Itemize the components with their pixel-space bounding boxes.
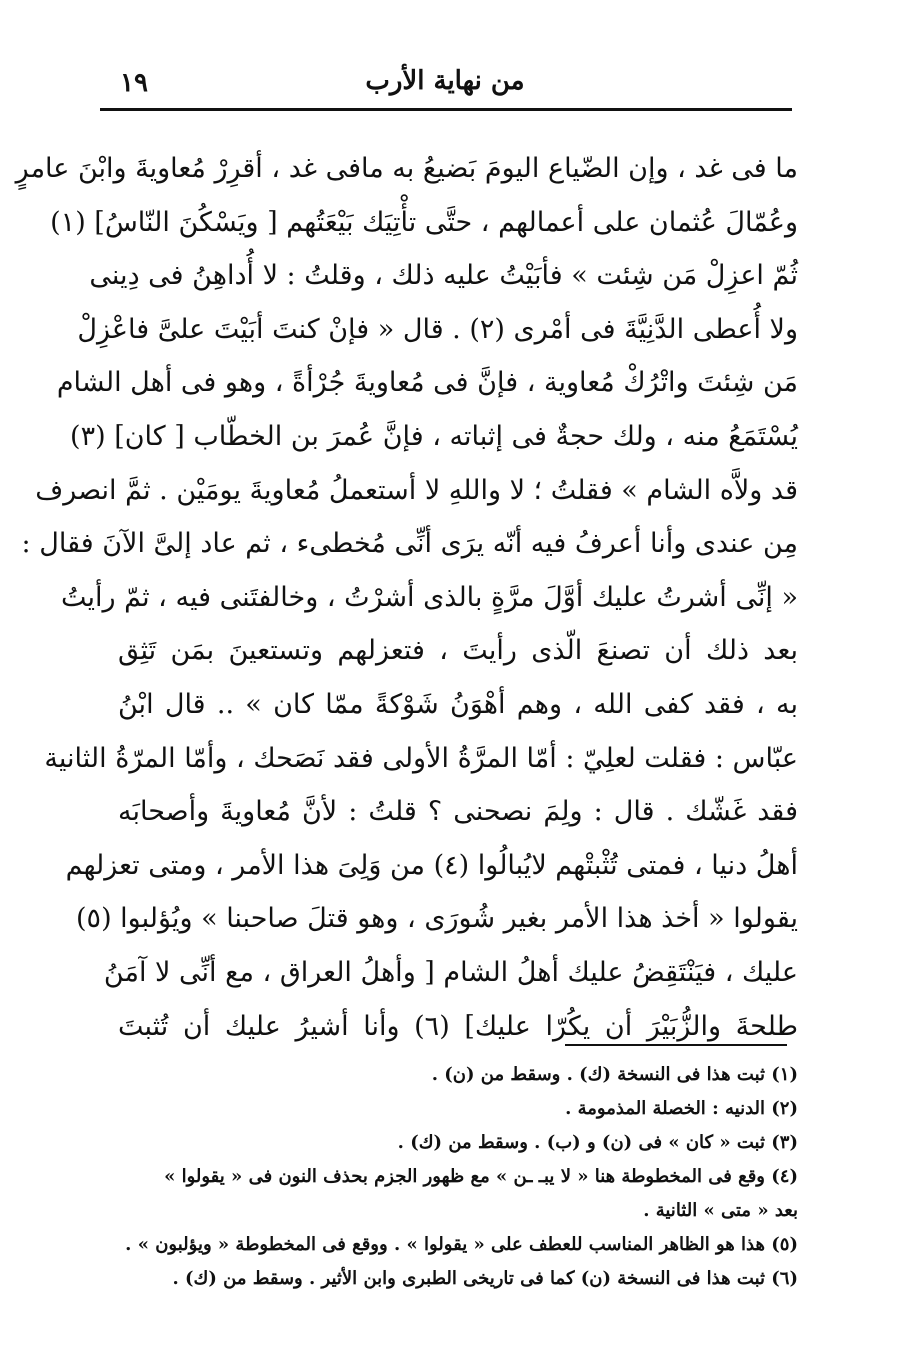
footnote-5: (٥) هذا هو الظاهر المناسب للعطف على « يقولوا » . ووقع فى المخطوطة « ويؤلبون » . [125,1234,798,1255]
footnote-4: (٤) وقع فى المخطوطة هنا « لا يبـ ـن » مع ظهور الجزم بحذف النون فى « يقولوا » [164,1166,798,1187]
body-line: وعُمّالَ عُثمان على أعمالهم ، حتَّى تأْتِيَك بَيْعَتُهم [ ويَسْكُنَ النّاسُ] (١) [50,206,798,238]
body-line: عليك ، فيَنْتَقِضُ عليك أهلُ الشام [ وأهلُ العراق ، مع أنِّى لا آمَنُ [103,956,798,988]
body-line: مِن عندى وأنا أعرفُ فيه أنّه يرَى أنِّى مُخطىء ، ثم عاد إلىَّ الآنَ فقال : [21,528,798,560]
body-line: عبّاس : فقلت لعلِيّ : أمّا المرَّةُ الأولى فقد نَصَحك ، وأمّا المرّةُ الثانية [44,742,798,774]
body-line: « إنِّى أشرتُ عليك أوَّلَ مرَّةٍ بالذى أشرْتُ ، وخالفتَنى فيه ، ثمّ رأيتُ [60,581,798,613]
footnote-6: (٦) ثبت هذا فى النسخة (ن) كما فى تاريخى الطبرى وابن الأثير . وسقط من (ك) . [172,1268,798,1289]
body-line: بعد ذلك أن تصنعَ الّذى رأيتَ ، فتعزلهم وتستعينَ بمَن تَثِق [118,635,798,667]
footnote-4-continuation: بعد « متى » الثانية . [643,1200,798,1221]
body-line: ثُمّ اعزِلْ مَن شِئت » فأبَيْتُ عليه ذلك ، وقلتُ : لا أُداهِنُ فى دِينى [89,260,798,292]
footnote-1: (١) ثبت هذا فى النسخة (ك) . وسقط من (ن) . [431,1064,798,1085]
page-header [100,62,790,102]
footnotes [118,1058,798,1296]
footnote-rule [565,1044,787,1046]
header-rule [100,108,792,111]
body-line: فقد غَشّك . قال : ولِمَ نصحنى ؟ قلتُ : لأنَّ مُعاويةَ وأصحابَه [118,796,798,828]
footnote-3: (٣) ثبت « كان » فى (ن) و (ب) . وسقط من (ك) . [397,1132,798,1153]
footnote-2: (٢) الدنيه : الخصلة المذمومة . [565,1098,798,1119]
body-line: قد ولاَّه الشام » فقلتُ ؛ لا واللهِ لا أستعملُ مُعاويةَ يومَيْن . ثمَّ انصرف [35,474,798,506]
body-line: أهلُ دنيا ، فمتى تُثْبتْهم لايُبالُوا (٤) من وَلِىَ هذا الأمر ، ومتى تعزلهم [65,849,798,881]
body-line: يقولوا « أخذ هذا الأمر بغير شُورَى ، وهو قتلَ صاحبنا » ويُؤلبوا (٥) [76,903,798,935]
body-line: ولا أُعطى الدَّنِيَّةَ فى أمْرى (٢) . قال « فإنْ كنتَ أبَيْتَ علىَّ فاعْزِلْ [77,313,798,345]
page-number: ١٩ [120,68,148,98]
body-line: طلحةَ والزُّبَيْرَ أن يكُرّا عليك] (٦) وأنا أشيرُ عليك أن تُثبتَ [118,1010,798,1042]
body-line: به ، فقد كفى الله ، وهم أهْوَنُ شَوْكةً ممّا كان » .. قال ابْنُ [118,688,798,720]
body-line: ما فى غد ، وإن الضّياع اليومَ بَضيعُ به مافى غد ، أقرِرْ مُعاويةَ وابْنَ عامرٍ [15,153,798,184]
body-text [15,142,798,1053]
body-line: يُسْتَمَعُ منه ، ولك حجةٌ فى إثباته ، فإنَّ عُمرَ بن الخطّاب [ كان] (٣) [70,420,798,452]
running-title: من نهاية الأرب [365,66,525,96]
body-line: مَن شِئتَ واتْرُكْ مُعاوية ، فإنَّ فى مُعاويةَ جُرْأةً ، وهو فى أهل الشام [56,367,798,399]
